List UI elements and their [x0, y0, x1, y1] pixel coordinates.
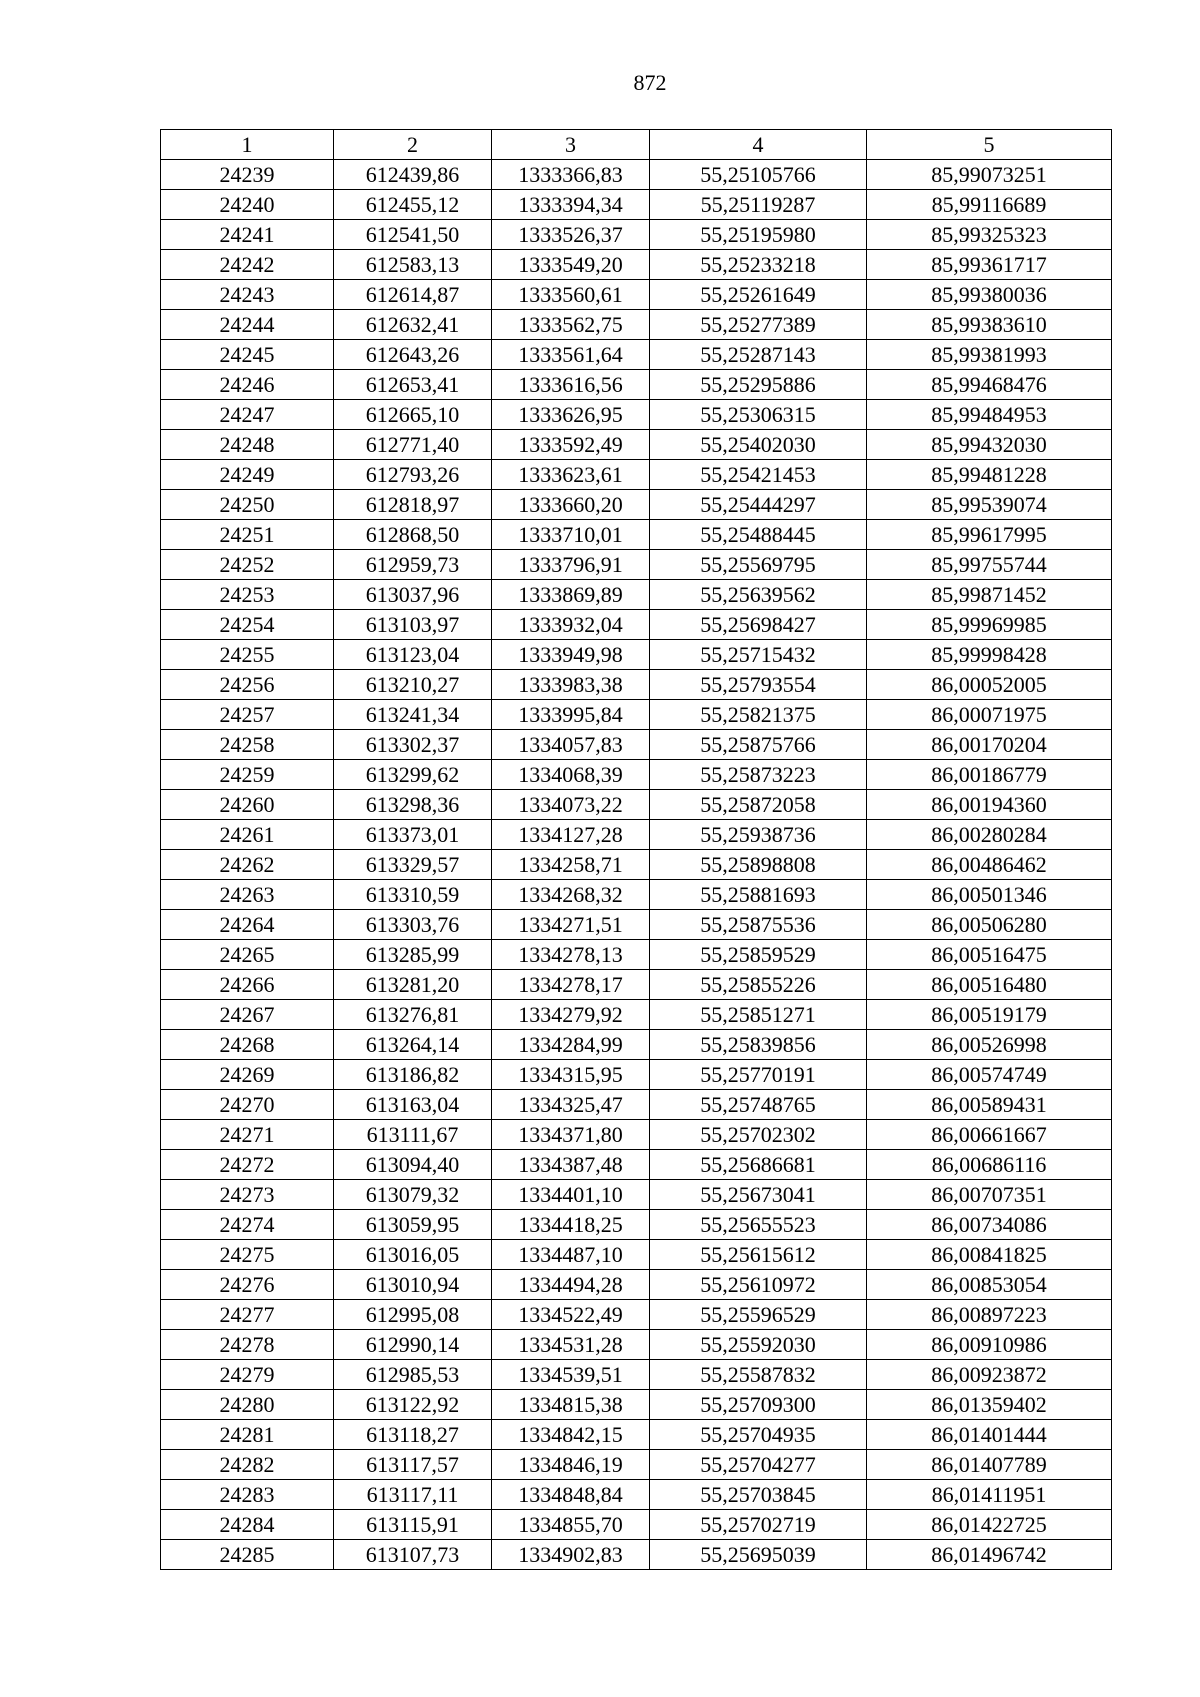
- table-cell-col-4: 55,25872058: [650, 790, 867, 820]
- table-cell-col-3: 1333394,34: [492, 190, 650, 220]
- table-cell-col-2: 613117,11: [334, 1480, 492, 1510]
- table-cell-col-4: 55,25709300: [650, 1390, 867, 1420]
- table-cell-col-2: 613094,40: [334, 1150, 492, 1180]
- table-cell-col-5: 85,99381993: [867, 340, 1112, 370]
- table-row: [161, 1300, 1112, 1330]
- table-cell-col-2: 612990,14: [334, 1330, 492, 1360]
- table-cell-col-5: 85,99969985: [867, 610, 1112, 640]
- table-cell-col-5: 85,99361717: [867, 250, 1112, 280]
- table-cell-col-2: 613123,04: [334, 640, 492, 670]
- page-number: 872: [633, 70, 667, 95]
- table-cell-col-4: 55,25855226: [650, 970, 867, 1000]
- table-cell-col-5: 86,00486462: [867, 850, 1112, 880]
- table-cell-col-1: 24270: [161, 1090, 334, 1120]
- table-cell-col-1: 24269: [161, 1060, 334, 1090]
- table-cell-col-2: 613329,57: [334, 850, 492, 880]
- table-row: [161, 700, 1112, 730]
- table-cell-col-5: 86,00071975: [867, 700, 1112, 730]
- table-cell-col-3: 1334539,51: [492, 1360, 650, 1390]
- table-cell-col-2: 612771,40: [334, 430, 492, 460]
- table-body: [161, 160, 1112, 1570]
- table-cell-col-3: 1334522,49: [492, 1300, 650, 1330]
- table-cell-col-1: 24258: [161, 730, 334, 760]
- table-cell-col-2: 612868,50: [334, 520, 492, 550]
- table-cell-col-1: 24272: [161, 1150, 334, 1180]
- table-cell-col-5: 85,99481228: [867, 460, 1112, 490]
- table-cell-col-4: 55,25233218: [650, 250, 867, 280]
- table-row: [161, 460, 1112, 490]
- table-cell-col-3: 1334325,47: [492, 1090, 650, 1120]
- table-cell-col-5: 86,01411951: [867, 1480, 1112, 1510]
- table-row: [161, 1060, 1112, 1090]
- table-row: [161, 670, 1112, 700]
- table-cell-col-1: 24283: [161, 1480, 334, 1510]
- table-cell-col-5: 86,00280284: [867, 820, 1112, 850]
- table-cell-col-4: 55,25569795: [650, 550, 867, 580]
- table-cell-col-5: 85,99484953: [867, 400, 1112, 430]
- table-cell-col-2: 613298,36: [334, 790, 492, 820]
- table-row: [161, 940, 1112, 970]
- table-row: [161, 760, 1112, 790]
- table-cell-col-4: 55,25488445: [650, 520, 867, 550]
- column-header-4: 4: [650, 130, 867, 160]
- table-cell-col-2: 613111,67: [334, 1120, 492, 1150]
- table-cell-col-4: 55,25898808: [650, 850, 867, 880]
- table-row: [161, 910, 1112, 940]
- table-cell-col-5: 85,99380036: [867, 280, 1112, 310]
- table-cell-col-3: 1334418,25: [492, 1210, 650, 1240]
- table-cell-col-5: 85,99755744: [867, 550, 1112, 580]
- table-cell-col-5: 86,00516480: [867, 970, 1112, 1000]
- table-cell-col-3: 1333710,01: [492, 520, 650, 550]
- table-cell-col-2: 612665,10: [334, 400, 492, 430]
- table-cell-col-3: 1334855,70: [492, 1510, 650, 1540]
- column-header-5: 5: [867, 130, 1112, 160]
- table-row: [161, 1150, 1112, 1180]
- table-cell-col-3: 1333623,61: [492, 460, 650, 490]
- table-cell-col-2: 612439,86: [334, 160, 492, 190]
- table-cell-col-4: 55,25596529: [650, 1300, 867, 1330]
- table-cell-col-4: 55,25610972: [650, 1270, 867, 1300]
- table-cell-col-2: 613186,82: [334, 1060, 492, 1090]
- table-cell-col-1: 24275: [161, 1240, 334, 1270]
- table-cell-col-5: 85,99073251: [867, 160, 1112, 190]
- table-cell-col-5: 85,99325323: [867, 220, 1112, 250]
- table-cell-col-2: 612583,13: [334, 250, 492, 280]
- table-cell-col-2: 613010,94: [334, 1270, 492, 1300]
- table-cell-col-4: 55,25615612: [650, 1240, 867, 1270]
- table-cell-col-4: 55,25655523: [650, 1210, 867, 1240]
- table-cell-col-4: 55,25859529: [650, 940, 867, 970]
- table-cell-col-2: 613281,20: [334, 970, 492, 1000]
- table-cell-col-3: 1334073,22: [492, 790, 650, 820]
- table-cell-col-3: 1333796,91: [492, 550, 650, 580]
- table-cell-col-4: 55,25793554: [650, 670, 867, 700]
- table-cell-col-3: 1333561,64: [492, 340, 650, 370]
- table-cell-col-2: 612643,26: [334, 340, 492, 370]
- table-cell-col-3: 1334846,19: [492, 1450, 650, 1480]
- table-cell-col-2: 613107,73: [334, 1540, 492, 1570]
- table-cell-col-4: 55,25698427: [650, 610, 867, 640]
- table-cell-col-5: 86,00186779: [867, 760, 1112, 790]
- table-row: [161, 790, 1112, 820]
- table-row: [161, 1480, 1112, 1510]
- table-cell-col-5: 86,00506280: [867, 910, 1112, 940]
- table-cell-col-2: 613299,62: [334, 760, 492, 790]
- table-cell-col-3: 1334531,28: [492, 1330, 650, 1360]
- table-cell-col-2: 612541,50: [334, 220, 492, 250]
- table-row: [161, 1540, 1112, 1570]
- table-cell-col-4: 55,25444297: [650, 490, 867, 520]
- table-cell-col-2: 613103,97: [334, 610, 492, 640]
- table-cell-col-5: 86,00589431: [867, 1090, 1112, 1120]
- table-cell-col-1: 24250: [161, 490, 334, 520]
- table-cell-col-1: 24240: [161, 190, 334, 220]
- table-cell-col-5: 85,99617995: [867, 520, 1112, 550]
- table-cell-col-4: 55,25295886: [650, 370, 867, 400]
- table-row: [161, 640, 1112, 670]
- table-cell-col-1: 24285: [161, 1540, 334, 1570]
- table-cell-col-1: 24261: [161, 820, 334, 850]
- table-cell-col-5: 86,00910986: [867, 1330, 1112, 1360]
- table-cell-col-1: 24255: [161, 640, 334, 670]
- table-cell-col-2: 613276,81: [334, 1000, 492, 1030]
- table-cell-col-5: 85,99871452: [867, 580, 1112, 610]
- table-cell-col-4: 55,25851271: [650, 1000, 867, 1030]
- table-cell-col-5: 86,00526998: [867, 1030, 1112, 1060]
- table-row: [161, 1030, 1112, 1060]
- table-cell-col-2: 612995,08: [334, 1300, 492, 1330]
- table-cell-col-1: 24244: [161, 310, 334, 340]
- table-cell-col-5: 85,99432030: [867, 430, 1112, 460]
- table-cell-col-3: 1334057,83: [492, 730, 650, 760]
- table-row: [161, 850, 1112, 880]
- table-row: [161, 580, 1112, 610]
- table-cell-col-3: 1333592,49: [492, 430, 650, 460]
- table-cell-col-4: 55,25195980: [650, 220, 867, 250]
- table-cell-col-5: 86,00052005: [867, 670, 1112, 700]
- table-cell-col-2: 613079,32: [334, 1180, 492, 1210]
- table-cell-col-1: 24277: [161, 1300, 334, 1330]
- table-cell-col-4: 55,25938736: [650, 820, 867, 850]
- table-cell-col-3: 1333932,04: [492, 610, 650, 640]
- table-cell-col-5: 86,00516475: [867, 940, 1112, 970]
- table-cell-col-3: 1333949,98: [492, 640, 650, 670]
- table-cell-col-4: 55,25287143: [650, 340, 867, 370]
- table-cell-col-1: 24280: [161, 1390, 334, 1420]
- table-row: [161, 280, 1112, 310]
- table-cell-col-3: 1334127,28: [492, 820, 650, 850]
- table-cell-col-1: 24242: [161, 250, 334, 280]
- table-cell-col-3: 1334315,95: [492, 1060, 650, 1090]
- table-cell-col-2: 613310,59: [334, 880, 492, 910]
- table-row: [161, 1330, 1112, 1360]
- table-row: [161, 610, 1112, 640]
- table-cell-col-1: 24259: [161, 760, 334, 790]
- table-cell-col-4: 55,25686681: [650, 1150, 867, 1180]
- table-cell-col-1: 24271: [161, 1120, 334, 1150]
- table-row: [161, 1270, 1112, 1300]
- table-cell-col-5: 85,99998428: [867, 640, 1112, 670]
- table-cell-col-3: 1333560,61: [492, 280, 650, 310]
- table-cell-col-1: 24281: [161, 1420, 334, 1450]
- table-row: [161, 250, 1112, 280]
- table-row: [161, 340, 1112, 370]
- table-cell-col-5: 86,01496742: [867, 1540, 1112, 1570]
- table-cell-col-1: 24256: [161, 670, 334, 700]
- table-cell-col-5: 86,00194360: [867, 790, 1112, 820]
- table-cell-col-2: 613059,95: [334, 1210, 492, 1240]
- table-cell-col-2: 612455,12: [334, 190, 492, 220]
- table-cell-col-1: 24260: [161, 790, 334, 820]
- table-row: [161, 1390, 1112, 1420]
- table-cell-col-1: 24249: [161, 460, 334, 490]
- table-cell-col-5: 86,00897223: [867, 1300, 1112, 1330]
- table-cell-col-4: 55,25592030: [650, 1330, 867, 1360]
- table-row: [161, 1240, 1112, 1270]
- table-cell-col-5: 86,00923872: [867, 1360, 1112, 1390]
- table-cell-col-5: 86,00841825: [867, 1240, 1112, 1270]
- table-cell-col-5: 86,00661667: [867, 1120, 1112, 1150]
- table-header: [161, 130, 1112, 160]
- table-cell-col-3: 1334902,83: [492, 1540, 650, 1570]
- table-cell-col-1: 24257: [161, 700, 334, 730]
- table-row: [161, 880, 1112, 910]
- table-cell-col-5: 85,99383610: [867, 310, 1112, 340]
- table-cell-col-1: 24267: [161, 1000, 334, 1030]
- table-cell-col-2: 613163,04: [334, 1090, 492, 1120]
- table-cell-col-2: 612653,41: [334, 370, 492, 400]
- table-cell-col-4: 55,25875536: [650, 910, 867, 940]
- table-cell-col-1: 24248: [161, 430, 334, 460]
- table-cell-col-1: 24252: [161, 550, 334, 580]
- table-cell-col-5: 85,99468476: [867, 370, 1112, 400]
- table-cell-col-4: 55,25704277: [650, 1450, 867, 1480]
- table-cell-col-4: 55,25770191: [650, 1060, 867, 1090]
- table-row: [161, 1000, 1112, 1030]
- table-cell-col-3: 1333983,38: [492, 670, 650, 700]
- table-cell-col-4: 55,25402030: [650, 430, 867, 460]
- table-cell-col-1: 24276: [161, 1270, 334, 1300]
- table-cell-col-1: 24268: [161, 1030, 334, 1060]
- table-cell-col-3: 1333616,56: [492, 370, 650, 400]
- table-cell-col-3: 1334068,39: [492, 760, 650, 790]
- table-cell-col-2: 613117,57: [334, 1450, 492, 1480]
- table-row: [161, 520, 1112, 550]
- table-cell-col-4: 55,25695039: [650, 1540, 867, 1570]
- table-cell-col-1: 24239: [161, 160, 334, 190]
- table-cell-col-4: 55,25702302: [650, 1120, 867, 1150]
- table-cell-col-3: 1333549,20: [492, 250, 650, 280]
- table-cell-col-3: 1334371,80: [492, 1120, 650, 1150]
- table-cell-col-5: 86,00170204: [867, 730, 1112, 760]
- table-cell-col-3: 1334268,32: [492, 880, 650, 910]
- table-cell-col-5: 85,99116689: [867, 190, 1112, 220]
- table-cell-col-1: 24263: [161, 880, 334, 910]
- table-cell-col-3: 1333660,20: [492, 490, 650, 520]
- table-row: [161, 1090, 1112, 1120]
- table-cell-col-4: 55,25277389: [650, 310, 867, 340]
- table-cell-col-2: 613118,27: [334, 1420, 492, 1450]
- table-cell-col-5: 85,99539074: [867, 490, 1112, 520]
- table-cell-col-2: 613122,92: [334, 1390, 492, 1420]
- table-cell-col-5: 86,00519179: [867, 1000, 1112, 1030]
- table-cell-col-2: 613016,05: [334, 1240, 492, 1270]
- table-cell-col-4: 55,25875766: [650, 730, 867, 760]
- header-row: [161, 130, 1112, 160]
- table-cell-col-1: 24243: [161, 280, 334, 310]
- coordinates-table: [160, 129, 1112, 1570]
- table-cell-col-3: 1334278,13: [492, 940, 650, 970]
- table-cell-col-4: 55,25261649: [650, 280, 867, 310]
- table-cell-col-4: 55,25821375: [650, 700, 867, 730]
- table-cell-col-1: 24253: [161, 580, 334, 610]
- column-header-2: 2: [334, 130, 492, 160]
- table-cell-col-4: 55,25881693: [650, 880, 867, 910]
- table-cell-col-3: 1333366,83: [492, 160, 650, 190]
- table-row: [161, 1450, 1112, 1480]
- table-cell-col-2: 613037,96: [334, 580, 492, 610]
- table-cell-col-2: 613285,99: [334, 940, 492, 970]
- table-cell-col-4: 55,25306315: [650, 400, 867, 430]
- column-header-3: 3: [492, 130, 650, 160]
- table-cell-col-1: 24273: [161, 1180, 334, 1210]
- table-cell-col-3: 1334815,38: [492, 1390, 650, 1420]
- table-cell-col-1: 24262: [161, 850, 334, 880]
- table-row: [161, 1210, 1112, 1240]
- table-cell-col-3: 1333562,75: [492, 310, 650, 340]
- table-cell-col-3: 1334387,48: [492, 1150, 650, 1180]
- table-cell-col-2: 612614,87: [334, 280, 492, 310]
- table-cell-col-1: 24278: [161, 1330, 334, 1360]
- table-row: [161, 1510, 1112, 1540]
- table-cell-col-4: 55,25421453: [650, 460, 867, 490]
- table-row: [161, 970, 1112, 1000]
- table-cell-col-3: 1334278,17: [492, 970, 650, 1000]
- column-header-1: 1: [161, 130, 334, 160]
- table-cell-col-4: 55,25639562: [650, 580, 867, 610]
- table-cell-col-2: 613210,27: [334, 670, 492, 700]
- table-row: [161, 1360, 1112, 1390]
- table-cell-col-5: 86,00853054: [867, 1270, 1112, 1300]
- table-cell-col-4: 55,25715432: [650, 640, 867, 670]
- table-cell-col-4: 55,25673041: [650, 1180, 867, 1210]
- table-cell-col-4: 55,25873223: [650, 760, 867, 790]
- table-cell-col-1: 24246: [161, 370, 334, 400]
- table-cell-col-2: 613264,14: [334, 1030, 492, 1060]
- table-row: [161, 550, 1112, 580]
- table-cell-col-5: 86,00574749: [867, 1060, 1112, 1090]
- table-row: [161, 400, 1112, 430]
- table-cell-col-3: 1334487,10: [492, 1240, 650, 1270]
- table-cell-col-2: 612985,53: [334, 1360, 492, 1390]
- table-cell-col-4: 55,25839856: [650, 1030, 867, 1060]
- table-cell-col-5: 86,00734086: [867, 1210, 1112, 1240]
- table-cell-col-3: 1333626,95: [492, 400, 650, 430]
- table-cell-col-1: 24245: [161, 340, 334, 370]
- table-cell-col-1: 24266: [161, 970, 334, 1000]
- table-cell-col-1: 24274: [161, 1210, 334, 1240]
- table-row: [161, 160, 1112, 190]
- table-cell-col-3: 1333869,89: [492, 580, 650, 610]
- table-cell-col-1: 24247: [161, 400, 334, 430]
- table-cell-col-5: 86,01407789: [867, 1450, 1112, 1480]
- table-cell-col-2: 612818,97: [334, 490, 492, 520]
- table-row: [161, 820, 1112, 850]
- table-cell-col-1: 24264: [161, 910, 334, 940]
- table-cell-col-1: 24251: [161, 520, 334, 550]
- table-cell-col-1: 24254: [161, 610, 334, 640]
- table-row: [161, 730, 1112, 760]
- table-cell-col-3: 1333995,84: [492, 700, 650, 730]
- table-cell-col-3: 1334284,99: [492, 1030, 650, 1060]
- table-cell-col-2: 613115,91: [334, 1510, 492, 1540]
- table-row: [161, 490, 1112, 520]
- table-cell-col-5: 86,00501346: [867, 880, 1112, 910]
- table-cell-col-4: 55,25702719: [650, 1510, 867, 1540]
- table-row: [161, 430, 1112, 460]
- table-cell-col-5: 86,00686116: [867, 1150, 1112, 1180]
- table-cell-col-2: 613373,01: [334, 820, 492, 850]
- table-row: [161, 1120, 1112, 1150]
- table-cell-col-3: 1334494,28: [492, 1270, 650, 1300]
- table-cell-col-5: 86,00707351: [867, 1180, 1112, 1210]
- table-row: [161, 370, 1112, 400]
- table-cell-col-3: 1334279,92: [492, 1000, 650, 1030]
- table-cell-col-1: 24284: [161, 1510, 334, 1540]
- table-cell-col-2: 612632,41: [334, 310, 492, 340]
- table-cell-col-3: 1334258,71: [492, 850, 650, 880]
- table-cell-col-2: 613241,34: [334, 700, 492, 730]
- table-cell-col-1: 24241: [161, 220, 334, 250]
- table-cell-col-2: 613303,76: [334, 910, 492, 940]
- table-cell-col-1: 24265: [161, 940, 334, 970]
- table-row: [161, 310, 1112, 340]
- table-cell-col-4: 55,25703845: [650, 1480, 867, 1510]
- table-cell-col-5: 86,01359402: [867, 1390, 1112, 1420]
- table-cell-col-4: 55,25748765: [650, 1090, 867, 1120]
- table-cell-col-4: 55,25704935: [650, 1420, 867, 1450]
- table-cell-col-3: 1333526,37: [492, 220, 650, 250]
- table-row: [161, 220, 1112, 250]
- table-cell-col-4: 55,25587832: [650, 1360, 867, 1390]
- table-cell-col-2: 612793,26: [334, 460, 492, 490]
- table-cell-col-3: 1334271,51: [492, 910, 650, 940]
- table-cell-col-3: 1334842,15: [492, 1420, 650, 1450]
- table-cell-col-3: 1334401,10: [492, 1180, 650, 1210]
- table-cell-col-1: 24282: [161, 1450, 334, 1480]
- table-cell-col-2: 612959,73: [334, 550, 492, 580]
- table-row: [161, 1420, 1112, 1450]
- table-cell-col-4: 55,25105766: [650, 160, 867, 190]
- table-cell-col-5: 86,01422725: [867, 1510, 1112, 1540]
- table-cell-col-5: 86,01401444: [867, 1420, 1112, 1450]
- table-cell-col-3: 1334848,84: [492, 1480, 650, 1510]
- table-row: [161, 190, 1112, 220]
- table-cell-col-2: 613302,37: [334, 730, 492, 760]
- table-cell-col-4: 55,25119287: [650, 190, 867, 220]
- table-row: [161, 1180, 1112, 1210]
- table-cell-col-1: 24279: [161, 1360, 334, 1390]
